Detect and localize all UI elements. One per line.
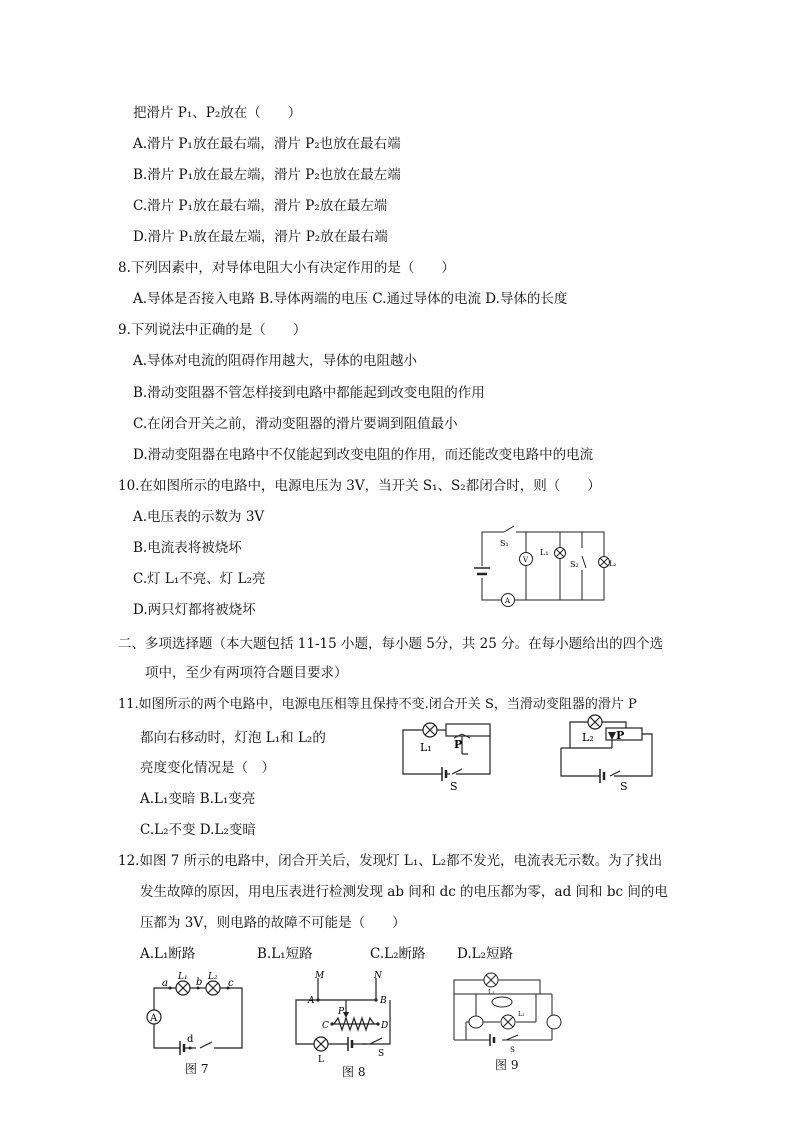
q10-s2-label: S₂ xyxy=(570,560,579,569)
fig8-label-p: P xyxy=(338,1007,345,1017)
q8-options: A.导体是否接入电路 B.导体两端的电压 C.通过导体的电流 D.导体的长度 xyxy=(133,291,568,307)
q10-option-c: C.灯 L₁不亮、灯 L₂亮 xyxy=(133,571,266,587)
q11-right-l2-label: L₂ xyxy=(582,731,594,744)
q12-stem-line3: 压都为 3V，则电路的故障不可能是（ ） xyxy=(140,915,406,931)
section2-heading-line2: 项中，至少有两项符合题目要求） xyxy=(145,665,348,681)
q9-stem: 9.下列说法中正确的是（ ） xyxy=(118,322,307,338)
fig9-label-l2: L₂ xyxy=(518,1011,525,1018)
figure-7-caption: 图 7 xyxy=(185,1062,209,1076)
q10-s1-label: S₁ xyxy=(500,539,509,548)
section2-heading-line1: 二、多项选择题（本大题包括 11-15 小题，每小题 5分，共 25 分。在每小题给出的四个选 xyxy=(118,636,664,652)
fig8-label-s: S xyxy=(378,1049,385,1059)
fig8-label-b: B xyxy=(380,996,387,1006)
q8-stem: 8.下列因素中，对导体电阻大小有决定作用的是（ ） xyxy=(118,260,455,276)
fig7-label-c: c xyxy=(228,978,234,989)
fig7-ammeter-label: A xyxy=(150,1013,158,1024)
fig8-label-a: A xyxy=(308,996,315,1006)
q11-right-s-label: S xyxy=(620,780,628,793)
q11-left-l1-label: L₁ xyxy=(420,741,432,754)
q10-option-d: D.两只灯都将被烧坏 xyxy=(133,602,256,618)
q11-left-p-label: P xyxy=(454,738,463,751)
q9-option-d: D.滑动变阻器在电路中不仅能起到改变电阻的作用，而还能改变电路中的电流 xyxy=(133,447,594,463)
fig7-label-d: d xyxy=(187,1034,194,1045)
fig8-label-d: D xyxy=(381,1021,389,1031)
figure-7-circuit xyxy=(140,972,250,1056)
q12-option-d: D.L₂短路 xyxy=(457,946,514,962)
q10-stem: 10.在如图所示的电路中，电源电压为 3V，当开关 S₁、S₂都闭合时，则（ ） xyxy=(118,478,601,494)
q11-circuit-right xyxy=(556,708,656,794)
q10-l1-label: L₁ xyxy=(540,548,549,557)
q9-option-b: B.滑动变阻器不管怎样接到电路中都能起到改变电阻的作用 xyxy=(133,385,485,401)
figure-8-caption: 图 8 xyxy=(342,1065,366,1079)
q7-option-c: C.滑片 P₁放在最右端，滑片 P₂放在最左端 xyxy=(133,198,388,214)
fig8-label-n: N xyxy=(374,971,382,981)
figure-9-caption: 图 9 xyxy=(495,1058,519,1072)
q10-option-a: A.电压表的示数为 3V xyxy=(133,509,265,525)
fig8-label-m: M xyxy=(315,971,325,981)
q10-l2-label: L₂ xyxy=(609,560,617,568)
figure-8-circuit xyxy=(290,970,400,1066)
fig9-label-l1: L₁ xyxy=(488,989,495,996)
q11-options-line1: A.L₁变暗 B.L₁变亮 xyxy=(140,791,256,807)
q7-option-d: D.滑片 P₁放在最左端，滑片 P₂放在最右端 xyxy=(133,229,388,245)
q10-circuit-diagram xyxy=(470,522,615,608)
q9-option-a: A.导体对电流的阻碍作用越大，导体的电阻越小 xyxy=(133,353,418,369)
q12-option-c: C.L₂断路 xyxy=(370,946,426,962)
q7-option-b: B.滑片 P₁放在最左端，滑片 P₂也放在最左端 xyxy=(133,167,401,183)
q12-stem-line2: 发生故障的原因，用电压表进行检测发现 ab 间和 dc 的电压都为零，ad 间和 bc 间的电 xyxy=(140,884,668,900)
q7-option-a: A.滑片 P₁放在最右端，滑片 P₂也放在最右端 xyxy=(133,136,401,152)
q12-option-a: A.L₁断路 xyxy=(140,946,196,962)
q11-stem-line1: 11.如图所示的两个电路中，电源电压相等且保持不变.闭合开关 S，当滑动变阻器的滑片 P xyxy=(118,697,637,712)
q12-option-b: B.L₁短路 xyxy=(257,946,313,962)
q10-voltmeter-label: V xyxy=(523,556,529,564)
q9-option-c: C.在闭合开关之前，滑动变阻器的滑片要调到阻值最小 xyxy=(133,416,458,432)
q11-left-s-label: S xyxy=(450,780,458,793)
q11-options-line2: C.L₂不变 D.L₂变暗 xyxy=(140,822,256,838)
fig8-label-l: L xyxy=(318,1055,324,1065)
fig7-label-b: b xyxy=(196,977,203,988)
q11-stem-line2: 都向右移动时，灯泡 L₁和 L₂的 xyxy=(140,730,326,746)
fig7-label-l1: L₁ xyxy=(178,972,188,982)
q11-right-p-label: P xyxy=(616,729,625,742)
q11-stem-line3: 亮度变化情况是（ ） xyxy=(140,760,275,776)
fig7-label-a: a xyxy=(162,978,168,989)
q7-stem-tail: 把滑片 P₁、P₂放在（ ） xyxy=(133,105,302,121)
q11-circuit-left xyxy=(398,714,498,792)
q10-ammeter-label: A xyxy=(505,597,511,605)
figure-9-circuit xyxy=(440,966,570,1052)
q12-stem-line1: 12.如图 7 所示的电路中，闭合开关后，发现灯 L₁、L₂都不发光，电流表无示数。为了找出 xyxy=(118,853,663,869)
fig9-label-s: S xyxy=(510,1046,515,1054)
fig8-label-c: C xyxy=(322,1021,329,1031)
fig7-label-l2: L₂ xyxy=(208,972,218,982)
q10-option-b: B.电流表将被烧坏 xyxy=(133,540,242,556)
